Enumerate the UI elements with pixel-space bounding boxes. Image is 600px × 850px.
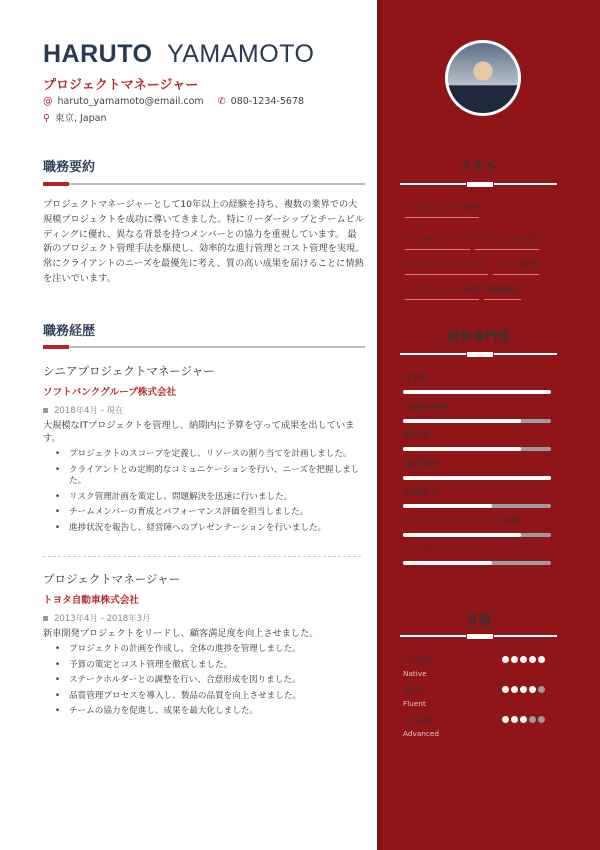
job-entry bbox=[43, 363, 365, 534]
location-pin-icon: ⚲ bbox=[43, 113, 50, 124]
skill-tag: コミュニケーション bbox=[405, 257, 488, 275]
proficiency-dot bbox=[529, 656, 536, 663]
expertise-item bbox=[403, 514, 553, 537]
skills-title: スキル bbox=[459, 158, 498, 173]
job-description: 大規模なITプロジェクトを管理し、納期内に予算を守って成果を出しています。 bbox=[43, 420, 355, 444]
expertise-label: IT業界 bbox=[403, 374, 430, 384]
summary-divider bbox=[43, 183, 365, 185]
contact-row bbox=[43, 96, 304, 107]
expertise-bar-fill bbox=[403, 561, 492, 565]
proficiency-dot bbox=[538, 686, 545, 693]
expertise-item bbox=[403, 485, 553, 508]
job-dates: 2018年4月 - 現在 bbox=[43, 404, 365, 416]
phone[interactable]: 080-1234-5678 bbox=[230, 96, 305, 107]
job-bullets bbox=[55, 449, 365, 534]
location-row bbox=[43, 110, 107, 124]
first-name: HARUTO bbox=[43, 40, 153, 68]
language-name: 英語 bbox=[403, 686, 423, 697]
email-icon: @ bbox=[43, 96, 53, 107]
proficiency-dot bbox=[529, 686, 536, 693]
job-bullet: • プロジェクトのスコープを定義し、リソースの割り当てを計画しました。 bbox=[55, 449, 365, 461]
experience-title: 職務経歴 bbox=[43, 324, 96, 339]
expertise-label: 金融業界 bbox=[403, 488, 440, 498]
proficiency-dot bbox=[511, 686, 518, 693]
expertise-bar-fill bbox=[403, 419, 521, 423]
proficiency-dot bbox=[538, 656, 545, 663]
skill-tag: プロジェクト管理 bbox=[405, 200, 479, 218]
job-bullets bbox=[55, 644, 365, 718]
proficiency-dot bbox=[520, 716, 527, 723]
job-divider bbox=[43, 556, 361, 557]
expertise-bar bbox=[403, 390, 551, 394]
language-level: Fluent bbox=[403, 699, 426, 708]
expertise-label: 通信業界 bbox=[403, 459, 440, 470]
language-name: 日本語 bbox=[403, 656, 432, 667]
proficiency-dot bbox=[511, 716, 518, 723]
expertise-bar-fill bbox=[403, 504, 492, 508]
expertise-item bbox=[403, 371, 553, 394]
job-bullet: • 品質管理プロセスを導入し、製品の品質を向上させました。 bbox=[55, 691, 365, 703]
job-title: プロジェクトマネージャー bbox=[43, 572, 181, 586]
expertise-bar bbox=[403, 533, 551, 537]
job-bullet: • プロジェクトの計画を作成し、全体の進捗を管理しました。 bbox=[55, 644, 365, 656]
proficiency-dot bbox=[502, 686, 509, 693]
proficiency-dot bbox=[502, 716, 509, 723]
job-bullet: • 進捗状況を報告し、経営陣へのプレゼンテーションを行いました。 bbox=[55, 523, 365, 535]
expertise-bar-fill bbox=[403, 533, 521, 537]
full-name bbox=[43, 40, 314, 69]
skill-tag: アジャイル手法 bbox=[475, 232, 540, 250]
proficiency-dot bbox=[520, 656, 527, 663]
expertise-divider bbox=[400, 353, 557, 355]
location: 東京, Japan bbox=[54, 113, 107, 124]
expertise-label: 製造業 bbox=[403, 431, 431, 441]
proficiency-dot bbox=[520, 686, 527, 693]
expertise-label: コンサルティング bbox=[403, 545, 474, 555]
experience-divider bbox=[43, 346, 365, 348]
language-item bbox=[403, 713, 553, 738]
email[interactable]: haruto_yamamoto@email.com bbox=[57, 96, 204, 107]
job-bullet: • リスク管理計画を策定し、問題解決を迅速に行いました。 bbox=[55, 492, 365, 504]
expertise-bar-fill bbox=[403, 447, 521, 451]
language-level: Native bbox=[403, 669, 427, 678]
expertise-bar bbox=[403, 561, 551, 565]
job-bullet: • チームの協力を促進し、成果を最大化しました。 bbox=[55, 706, 365, 718]
skill-tag: 問題解決 bbox=[484, 282, 521, 300]
job-bullet: • 予算の策定とコスト管理を徹底しました。 bbox=[55, 660, 365, 672]
proficiency-dot bbox=[511, 656, 518, 663]
company-name: トヨタ自動車株式会社 bbox=[43, 595, 139, 606]
expertise-bar bbox=[403, 476, 551, 480]
proficiency-dots bbox=[502, 716, 545, 723]
languages-title: 言語 bbox=[465, 612, 491, 627]
job-description: 新車開発プロジェクトをリードし、顧客満足度を向上させました。 bbox=[43, 628, 319, 639]
languages-divider bbox=[400, 635, 557, 637]
job-bullet: • クライアントとの定期的なコミュニケーションを行い、ニーズを把握しました。 bbox=[55, 465, 365, 488]
phone-icon: ✆ bbox=[217, 96, 226, 107]
expertise-item bbox=[403, 457, 553, 480]
summary-text: プロジェクトマネージャーとして10年以上の経験を持ち、複数の業界での大規模プロジェクトを成功に導いてきました。特にリーダーシップとチームビルディングに優れ、異なる背景を持つメンバーとの協力を重視しています。 最新のプロジェクト管理手法を駆使し、効率的な進行管理とコスト管理を実現。常にクライアントのニーズを最優先に考え、質の高い成果を届けることに情熱を注いでいます。 bbox=[43, 199, 365, 284]
expertise-bar-fill bbox=[403, 390, 551, 394]
expertise-item bbox=[403, 542, 553, 565]
language-name: 中国語 bbox=[403, 716, 432, 727]
expertise-bar bbox=[403, 504, 551, 508]
skill-tag: リーダーシップ bbox=[405, 232, 470, 250]
summary-title: 職務要約 bbox=[43, 160, 96, 175]
proficiency-dots bbox=[502, 686, 545, 693]
job-dates: 2013年4月 - 2018年3月 bbox=[43, 612, 365, 624]
expertise-bar bbox=[403, 447, 551, 451]
job-title: シニアプロジェクトマネージャー bbox=[43, 364, 215, 378]
skills-divider bbox=[400, 183, 557, 185]
skills-list bbox=[405, 200, 555, 300]
expertise-label: 自動車業界 bbox=[403, 402, 449, 413]
job-bullet: • ステークホルダーとの調整を行い、合意形成を図りました。 bbox=[55, 675, 365, 687]
skill-tag: リスク管理 bbox=[493, 257, 539, 275]
expertise-bar bbox=[403, 419, 551, 423]
expertise-bar-fill bbox=[403, 476, 551, 480]
proficiency-dot bbox=[502, 656, 509, 663]
job-bullet: • チームメンバーの育成とパフォーマンス評価を担当しました。 bbox=[55, 507, 365, 519]
company-name: ソフトバンクグループ株式会社 bbox=[43, 387, 177, 398]
expertise-item bbox=[403, 400, 553, 423]
last-name: YAMAMOTO bbox=[166, 40, 315, 68]
expertise-label: アジャイルプロジェクト管理 bbox=[403, 516, 520, 527]
proficiency-dot bbox=[529, 716, 536, 723]
job-entry bbox=[43, 571, 365, 718]
expertise-title: 業界専門性 bbox=[447, 329, 510, 344]
expertise-item bbox=[403, 428, 553, 451]
language-item bbox=[403, 683, 553, 708]
language-item bbox=[403, 653, 553, 678]
job-role: プロジェクトマネージャー bbox=[43, 78, 199, 93]
skill-tag: スケジュール管理 bbox=[405, 282, 479, 300]
language-level: Advanced bbox=[403, 729, 440, 738]
profile-photo bbox=[445, 40, 521, 116]
proficiency-dots bbox=[502, 656, 545, 663]
proficiency-dot bbox=[538, 716, 545, 723]
